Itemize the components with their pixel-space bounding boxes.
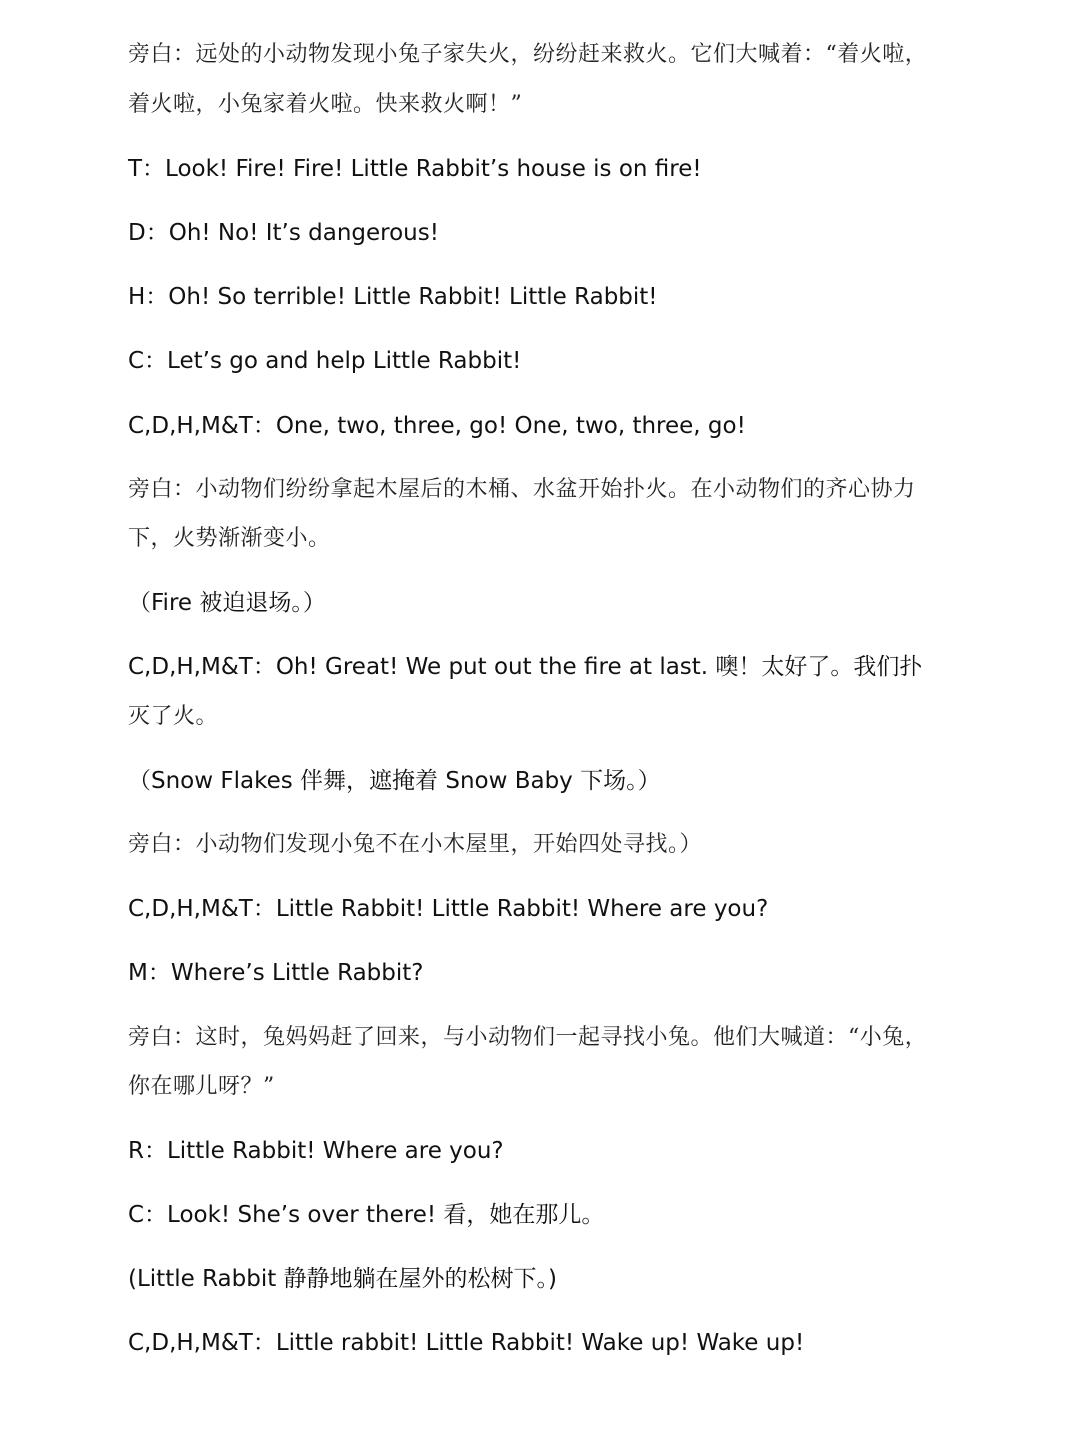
dialogue-line: C：Let’s go and help Little Rabbit! xyxy=(128,348,522,374)
dialogue-line: H：Oh! So terrible! Little Rabbit! Little Rabbit! xyxy=(128,284,658,310)
narration-line: 旁白：小动物们发现小兔不在小木屋里，开始四处寻找。） xyxy=(128,832,703,857)
narration-line: 下，火势渐渐变小。 xyxy=(128,526,331,551)
dialogue-line: C,D,H,M&T：Little Rabbit! Little Rabbit! Where are you? xyxy=(128,896,769,922)
dialogue-line: D：Oh! No! It’s dangerous! xyxy=(128,220,439,246)
dialogue-line: C,D,H,M&T：One, two, three, go! One, two, three, go! xyxy=(128,413,746,439)
dialogue-line: R：Little Rabbit! Where are you? xyxy=(128,1138,504,1164)
stage-direction: （Snow Flakes 伴舞，遮掩着 Snow Baby 下场。） xyxy=(128,768,661,794)
dialogue-line: T：Look! Fire! Fire! Little Rabbit’s house is on fire! xyxy=(128,156,702,182)
narration-line: 旁白：小动物们纷纷拿起木屋后的木桶、水盆开始扑火。在小动物们的齐心协力 xyxy=(128,477,916,502)
narration-line: 旁白：这时，兔妈妈赶了回来，与小动物们一起寻找小兔。他们大喊道：“小兔， xyxy=(128,1025,928,1050)
stage-direction: (Little Rabbit 静静地躺在屋外的松树下。) xyxy=(128,1266,558,1292)
dialogue-line: M：Where’s Little Rabbit? xyxy=(128,960,424,986)
dialogue-line: C：Look! She’s over there! 看，她在那儿。 xyxy=(128,1202,605,1228)
dialogue-line: 灭了火。 xyxy=(128,704,219,729)
stage-direction: （Fire 被迫退场。） xyxy=(128,590,326,616)
narration-line: 着火啦，小兔家着火啦。快来救火啊！” xyxy=(128,92,523,117)
narration-line: 旁白：远处的小动物发现小兔子家失火，纷纷赶来救火。它们大喊着：“着火啦， xyxy=(128,42,928,67)
narration-line: 你在哪儿呀？” xyxy=(128,1074,275,1099)
dialogue-line: C,D,H,M&T：Oh! Great! We put out the fire at last. 噢！太好了。我们扑 xyxy=(128,654,923,680)
dialogue-line: C,D,H,M&T：Little rabbit! Little Rabbit! Wake up! Wake up! xyxy=(128,1330,805,1356)
